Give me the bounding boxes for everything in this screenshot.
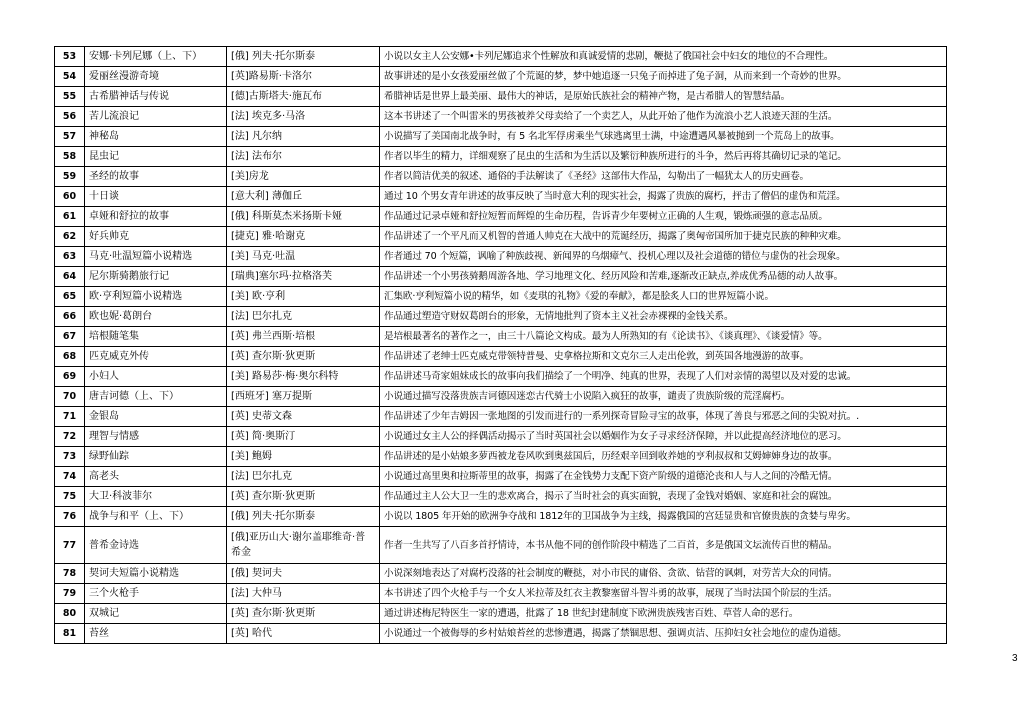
book-title: 昆虫记 [85, 147, 227, 167]
row-number: 78 [55, 564, 85, 584]
table-row [55, 584, 947, 604]
book-author: [瑞典]塞尔玛·拉格洛芙 [227, 267, 380, 287]
table-row [55, 387, 947, 407]
book-author: [法] 巴尔扎克 [227, 307, 380, 327]
row-number: 76 [55, 507, 85, 527]
row-number: 59 [55, 167, 85, 187]
row-number: 55 [55, 87, 85, 107]
table-row [55, 327, 947, 347]
book-author: [美] 欧·亨利 [227, 287, 380, 307]
book-author: [法] 法布尔 [227, 147, 380, 167]
book-author: [法] 凡尔纳 [227, 127, 380, 147]
row-number: 62 [55, 227, 85, 247]
row-number: 80 [55, 604, 85, 624]
table-row [55, 487, 947, 507]
book-author: [英] 查尔斯·狄更斯 [227, 347, 380, 367]
book-author: [英] 弗兰西斯·培根 [227, 327, 380, 347]
row-number: 57 [55, 127, 85, 147]
row-number: 64 [55, 267, 85, 287]
book-author: [俄] 列夫·托尔斯泰 [227, 507, 380, 527]
book-description: 希腊神话是世界上最美丽、最伟大的神话，是原始氏族社会的精神产物，是古希腊人的智慧结晶。 [380, 87, 947, 107]
book-title: 普希金诗选 [85, 527, 227, 564]
table-row [55, 187, 947, 207]
row-number: 56 [55, 107, 85, 127]
book-title: 高老头 [85, 467, 227, 487]
book-description: 作品讲述了少年吉姆因一张地图的引发而进行的一系列探奇冒险寻宝的故事，体现了善良与邪恶之间的尖锐对抗。. [380, 407, 947, 427]
book-author: [英] 史蒂文森 [227, 407, 380, 427]
table-row [55, 167, 947, 187]
table-row [55, 87, 947, 107]
book-title: 匹克威克外传 [85, 347, 227, 367]
book-description: 小说通过女主人公的择偶活动揭示了当时英国社会以婚姻作为女子寻求经济保障，并以此提高经济地位的恶习。 [380, 427, 947, 447]
book-description: 小说深刻地表达了对腐朽没落的社会制度的鞭挞，对小市民的庸俗、贪欲、钻营的讽刺，对劳苦大众的同情。 [380, 564, 947, 584]
book-title: 苦儿流浪记 [85, 107, 227, 127]
book-author: [西班牙] 塞万提斯 [227, 387, 380, 407]
book-title: 圣经的故事 [85, 167, 227, 187]
row-number: 53 [55, 47, 85, 67]
book-description: 作者以简洁优美的叙述、通俗的手法解读了《圣经》这部伟大作品，勾勒出了一幅犹太人的历史画卷。 [380, 167, 947, 187]
book-description: 作者通过 70 个短篇，讽喻了种族歧视、新闻界的乌烟瘴气、投机心理以及社会道德的错位与虚伪的社会现象。 [380, 247, 947, 267]
book-title: 唐吉诃德（上、下） [85, 387, 227, 407]
book-author: [美] 鲍姆 [227, 447, 380, 467]
book-description: 小说通过高里奥和拉斯蒂里的故事，揭露了在金钱势力支配下资产阶级的道德沦丧和人与人之间的冷酷无情。 [380, 467, 947, 487]
table-row [55, 407, 947, 427]
book-author: [法] 巴尔扎克 [227, 467, 380, 487]
row-number: 81 [55, 624, 85, 644]
book-title: 卓娅和舒拉的故事 [85, 207, 227, 227]
table-row [55, 307, 947, 327]
book-author: [俄] 契诃夫 [227, 564, 380, 584]
row-number: 70 [55, 387, 85, 407]
book-author: [捷克] 雅·哈谢克 [227, 227, 380, 247]
row-number: 73 [55, 447, 85, 467]
book-author: [美] 马克·吐温 [227, 247, 380, 267]
table-row [55, 427, 947, 447]
table-row [55, 507, 947, 527]
book-title: 理智与情感 [85, 427, 227, 447]
row-number: 69 [55, 367, 85, 387]
book-description: 通过 10 个男女青年讲述的故事反映了当时意大利的现实社会，揭露了贵族的腐朽，抨击了僧侣的虚伪和荒淫。 [380, 187, 947, 207]
table-row [55, 624, 947, 644]
book-title: 安娜·卡列尼娜（上、下） [85, 47, 227, 67]
book-description: 作品通过记录卓娅和舒拉短暂而辉煌的生命历程，告诉青少年要树立正确的人生观，锻炼顽强的意志品质。 [380, 207, 947, 227]
row-number: 66 [55, 307, 85, 327]
book-author: [英] 简·奥斯汀 [227, 427, 380, 447]
book-author: [美]房龙 [227, 167, 380, 187]
book-title: 绿野仙踪 [85, 447, 227, 467]
book-description: 小说以 1805 年开始的欧洲争夺战和 1812年的卫国战争为主线，揭露俄国的宫廷显贵和官僚贵族的贪婪与卑劣。 [380, 507, 947, 527]
book-author: [俄] 科斯莫杰米扬斯卡娅 [227, 207, 380, 227]
book-description: 汇集欧·亨利短篇小说的精华，如《麦琪的礼物》《爱的奉献》，都是脍炙人口的世界短篇小说。 [380, 287, 947, 307]
book-list-body [55, 47, 947, 644]
book-description: 作品讲述马奇家姐妹成长的故事向我们描绘了一个明净、纯真的世界，表现了人们对亲情的渴望以及对爱的忠诚。 [380, 367, 947, 387]
book-description: 小说通过一个被侮辱的乡村姑娘苔丝的悲惨遭遇，揭露了禁锢思想、强调贞洁、压抑妇女社会地位的虚伪道德。 [380, 624, 947, 644]
table-row [55, 604, 947, 624]
book-description: 作品讲述了一个平凡而又机智的普通人帅克在大战中的荒诞经历，揭露了奥匈帝国所加于捷克民族的种种灾难。 [380, 227, 947, 247]
book-author: [英]路易斯·卡洛尔 [227, 67, 380, 87]
row-number: 79 [55, 584, 85, 604]
table-row [55, 367, 947, 387]
book-title: 战争与和平（上、下） [85, 507, 227, 527]
row-number: 71 [55, 407, 85, 427]
table-row [55, 207, 947, 227]
row-number: 74 [55, 467, 85, 487]
table-row [55, 127, 947, 147]
row-number: 63 [55, 247, 85, 267]
table-row [55, 227, 947, 247]
book-title: 神秘岛 [85, 127, 227, 147]
book-title: 大卫·科波菲尔 [85, 487, 227, 507]
table-row [55, 67, 947, 87]
book-title: 小妇人 [85, 367, 227, 387]
book-title: 古希腊神话与传说 [85, 87, 227, 107]
row-number: 54 [55, 67, 85, 87]
book-description: 通过讲述梅尼特医生一家的遭遇，批露了 18 世纪封建制度下欧洲贵族残害百姓、草菅人命的恶行。 [380, 604, 947, 624]
table-row [55, 267, 947, 287]
row-number: 72 [55, 427, 85, 447]
book-author: [英] 查尔斯·狄更斯 [227, 487, 380, 507]
book-author: [英] 查尔斯·狄更斯 [227, 604, 380, 624]
book-title: 十日谈 [85, 187, 227, 207]
row-number: 75 [55, 487, 85, 507]
book-description: 作品通过塑造守财奴葛朗台的形象，无情地批判了资本主义社会赤裸裸的金钱关系。 [380, 307, 947, 327]
book-description: 这本书讲述了一个叫雷米的男孩被养父母卖给了一个卖艺人，从此开始了他作为流浪小艺人浪迹天涯的生活。 [380, 107, 947, 127]
page-number: 3 [1012, 653, 1018, 664]
table-row [55, 564, 947, 584]
row-number: 68 [55, 347, 85, 367]
book-description: 小说以女主人公安娜•卡列尼娜追求个性解放和真诚爱情的悲剧，鞭挞了俄国社会中妇女的地位的不合理性。 [380, 47, 947, 67]
book-title: 培根随笔集 [85, 327, 227, 347]
book-title: 好兵帅克 [85, 227, 227, 247]
table-row [55, 527, 947, 564]
book-description: 作品讲述的是小姑娘多萝西被龙卷风吹到奥兹国后，历经艰辛回到收养她的亨利叔叔和艾姆婶婶身边的故事。 [380, 447, 947, 467]
book-author: [法] 埃克多·马洛 [227, 107, 380, 127]
book-title: 马克·吐温短篇小说精选 [85, 247, 227, 267]
row-number: 61 [55, 207, 85, 227]
book-author: [美] 路易莎·梅·奥尔科特 [227, 367, 380, 387]
table-row [55, 287, 947, 307]
book-title: 契诃夫短篇小说精选 [85, 564, 227, 584]
table-row [55, 347, 947, 367]
book-author: [俄] 列夫·托尔斯泰 [227, 47, 380, 67]
book-list-table [54, 46, 947, 644]
table-row [55, 147, 947, 167]
table-row [55, 107, 947, 127]
row-number: 67 [55, 327, 85, 347]
book-description: 小说描写了美国南北战争时，有 5 名北军俘虏乘坐气球逃离里士满，中途遭遇风暴被抛到一个荒岛上的故事。 [380, 127, 947, 147]
table-row [55, 467, 947, 487]
book-description: 作者一生共写了八百多首抒情诗，本书从他不同的创作阶段中精选了二百首，多是俄国文坛流传百世的精品。 [380, 527, 947, 564]
book-description: 是培根最著名的著作之一，由三十八篇论文构成。最为人所熟知的有《论读书》、《谈真理》、《谈爱情》等。 [380, 327, 947, 347]
book-author: [法] 大仲马 [227, 584, 380, 604]
table-row [55, 247, 947, 267]
book-title: 苔丝 [85, 624, 227, 644]
book-author: [俄]亚历山大·谢尔盖耶维奇·普希金 [227, 527, 380, 564]
book-author: [英] 哈代 [227, 624, 380, 644]
table-row [55, 47, 947, 67]
row-number: 77 [55, 527, 85, 564]
table-row [55, 447, 947, 467]
book-description: 本书讲述了四个火枪手与一个女人米拉蒂及红衣主教黎塞留斗智斗勇的故事，展现了当时法国个阶层的生活。 [380, 584, 947, 604]
book-description: 小说通过描写没落贵族吉诃德因迷恋古代骑士小说陷入疯狂的故事，谴责了贵族阶级的荒淫腐朽。 [380, 387, 947, 407]
book-description: 作品通过主人公大卫一生的悲欢离合，揭示了当时社会的真实面貌，表现了金钱对婚姻、家庭和社会的腐蚀。 [380, 487, 947, 507]
row-number: 65 [55, 287, 85, 307]
book-author: [德]古斯塔夫·施瓦布 [227, 87, 380, 107]
book-title: 欧·亨利短篇小说精选 [85, 287, 227, 307]
book-title: 金银岛 [85, 407, 227, 427]
book-title: 尼尔斯骑鹅旅行记 [85, 267, 227, 287]
book-title: 三个火枪手 [85, 584, 227, 604]
book-author: [意大利] 薄伽丘 [227, 187, 380, 207]
book-description: 作品讲述了老绅士匹克威克带领特普曼、史拿格拉斯和文克尔三人走出伦敦，到英国各地漫游的故事。 [380, 347, 947, 367]
book-description: 故事讲述的是小女孩爱丽丝做了个荒诞的梦，梦中她追逐一只兔子而掉进了兔子洞，从而来到一个奇妙的世界。 [380, 67, 947, 87]
row-number: 58 [55, 147, 85, 167]
book-description: 作品讲述一个小男孩骑鹅周游各地、学习地理文化、经历风险和苦难,逐渐改正缺点,养成优秀品德的动人故事。 [380, 267, 947, 287]
book-title: 爱丽丝漫游奇境 [85, 67, 227, 87]
book-title: 欧也妮·葛朗台 [85, 307, 227, 327]
book-title: 双城记 [85, 604, 227, 624]
book-description: 作者以毕生的精力，详细观察了昆虫的生活和为生活以及繁衍种族所进行的斗争，然后再将其确切记录的笔记。 [380, 147, 947, 167]
row-number: 60 [55, 187, 85, 207]
